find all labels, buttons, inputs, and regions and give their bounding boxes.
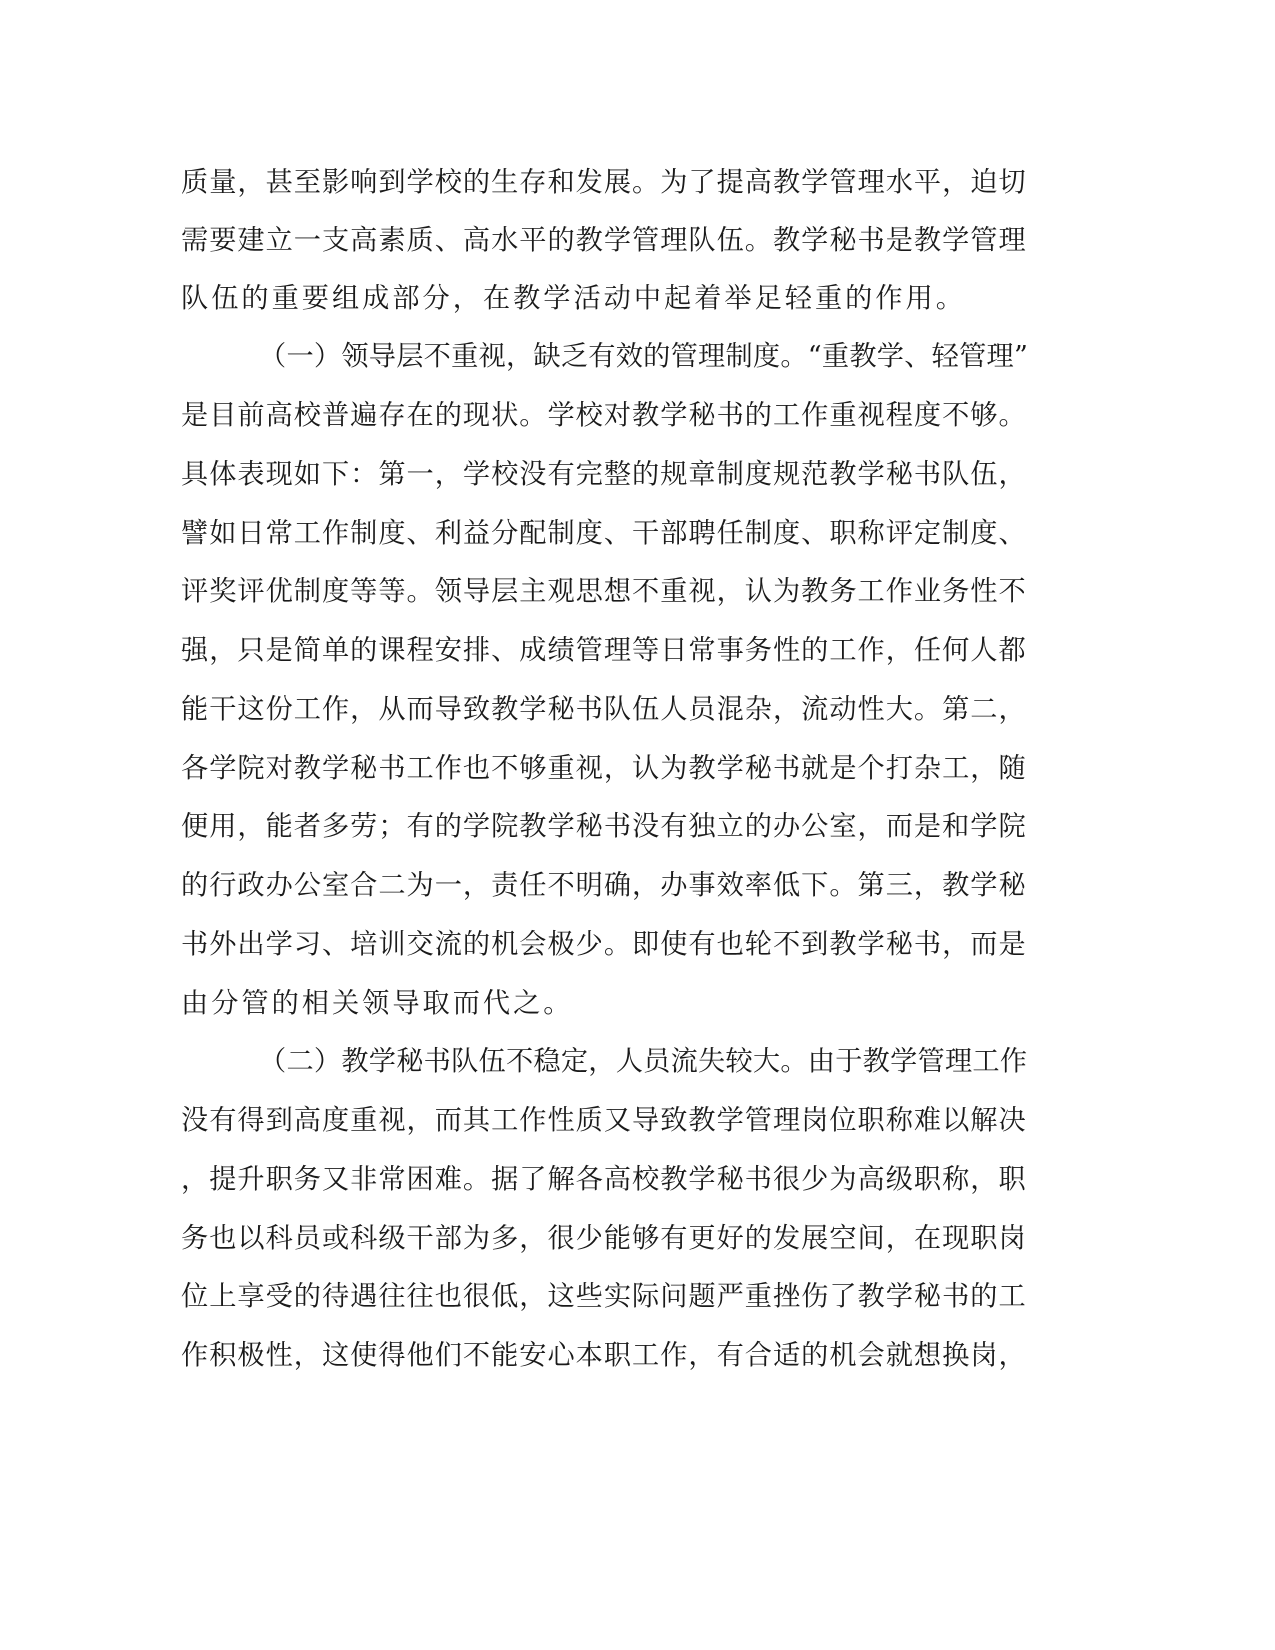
text-line: 书外出学习、培训交流的机会极少。即使有也轮不到教学秘书，而是	[181, 929, 1027, 960]
text-line: （二）教学秘书队伍不稳定，人员流失较大。由于教学管理工作	[259, 1046, 1028, 1077]
text-line: 务也以科员或科级干部为多，很少能够有更好的发展空间，在现职岗	[181, 1223, 1027, 1254]
text-line: 的行政办公室合二为一，责任不明确，办事效率低下。第三，教学秘	[181, 870, 1027, 901]
text-line: 需要建立一支高素质、高水平的教学管理队伍。教学秘书是教学管理	[181, 225, 1027, 256]
text-line: 各学院对教学秘书工作也不够重视，认为教学秘书就是个打杂工，随	[181, 753, 1027, 784]
text-line: 没有得到高度重视，而其工作性质又导致教学管理岗位职称难以解决	[181, 1105, 1027, 1136]
text-line: 队伍的重要组成部分，在教学活动中起着举足轻重的作用。	[181, 283, 966, 314]
text-line: 评奖评优制度等等。领导层主观思想不重视，认为教务工作业务性不	[181, 576, 1027, 607]
text-line: 能干这份工作，从而导致教学秘书队伍人员混杂，流动性大。第二，	[181, 694, 1027, 725]
text-line: 作积极性，这使得他们不能安心本职工作，有合适的机会就想换岗，	[181, 1340, 1027, 1371]
text-line: 由分管的相关领导取而代之。	[181, 988, 574, 1019]
text-line: 具体表现如下：第一，学校没有完整的规章制度规范教学秘书队伍，	[181, 459, 1027, 490]
text-line: 譬如日常工作制度、利益分配制度、干部聘任制度、职称评定制度、	[181, 518, 1027, 549]
text-line: 是目前高校普遍存在的现状。学校对教学秘书的工作重视程度不够。	[181, 400, 1027, 431]
text-line: 便用，能者多劳；有的学院教学秘书没有独立的办公室，而是和学院	[181, 811, 1027, 842]
text-line: （一）领导层不重视，缺乏有效的管理制度。“重教学、轻管理”	[259, 341, 1029, 372]
text-line: 质量，甚至影响到学校的生存和发展。为了提高教学管理水平，迫切	[181, 167, 1027, 198]
text-line: 强，只是简单的课程安排、成绩管理等日常事务性的工作，任何人都	[181, 635, 1027, 666]
text-line: ，提升职务又非常困难。据了解各高校教学秘书很少为高级职称，职	[181, 1164, 1027, 1195]
text-line: 位上享受的待遇往往也很低，这些实际问题严重挫伤了教学秘书的工	[181, 1281, 1027, 1312]
